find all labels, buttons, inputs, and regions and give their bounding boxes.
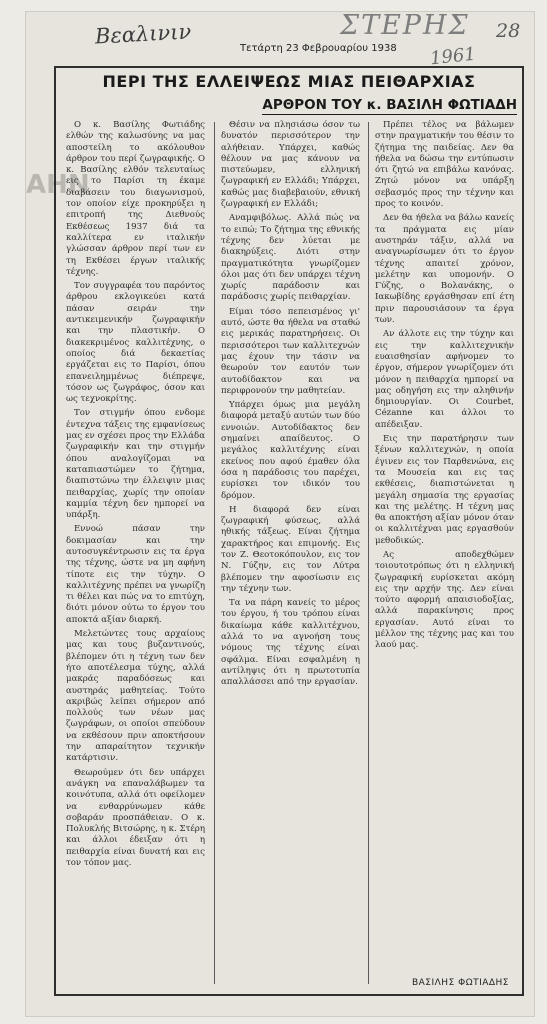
paragraph: Εις την παρατήρησιν των ξένων καλλιτεχνών, η οποία έγινεν εις τον Παρθενώνα, εις τα Μουσεία και εις τας εκθέσεις, διαπιστώνεται η μεγάλη σημασία της εργασίας και της μελέτης. Η τέχνη μας θα αποκτήση αξίαν μόνον όταν οι καλλιτέχναι μας εργασθούν μεθοδικώς. bbox=[375, 434, 514, 546]
paragraph: Μελετώντες τους αρχαίους μας και τους βυζαντινούς, βλέπομεν ότι η τέχνη των δεν ήτο αποτέλεσμα τύχης, αλλά μακράς παραδόσεως και αυστηράς μαθητείας. Τούτο ακριβώς λείπει σήμερον από πολλούς των νέων μας ζωγράφων, οι οποίοι σπεύδουν να εκθέσουν πριν αποκτήσουν την απαραίτητον τεχνικήν κατάρτισιν. bbox=[66, 629, 205, 764]
bleed-through-text: ΑΗΝ bbox=[26, 170, 90, 200]
column-divider bbox=[214, 122, 215, 984]
paragraph: Πρέπει τέλος να βάλωμεν στην πραγματικήν του θέσιν το ζήτημα της παιδείας. Δεν θα ήθελα να δώσω την εντύπωσιν ότι ζητώ να επιβάλω κανόνας. Ζητώ μόνον να υπάρξη σεβασμός προς την τέχνην και προς το κοινόν. bbox=[375, 120, 514, 210]
article-column-3 bbox=[375, 120, 514, 990]
dateline: Τετάρτη 23 Φεβρουαρίου 1938 bbox=[240, 43, 397, 54]
paragraph: Θέσιν να πλησιάσω όσον τω δυνατόν περισσότερον την αλήθειαν. Υπάρχει, καθώς θέλουν να μας κάνουν να πιστεύωμεν, ελληνική ζωγραφική εν Ελλάδι; Υπάρχει, καθώς μας διαβεβαιούν, εθνική ζωγραφική εν Ελλάδι; bbox=[221, 120, 360, 210]
paragraph: Αν άλλοτε εις την τύχην και εις την καλλιτεχνικήν ευαισθησίαν αφήνομεν το έργον, σήμερον γνωρίζομεν ότι μόνον η πειθαρχία ημπορεί να μας οδηγήση εις την αληθινήν δημιουργίαν. Οι Courbet, Cézanne και άλλοι το απέδειξαν. bbox=[375, 329, 514, 430]
paragraph: Δεν θα ήθελα να βάλω κανείς τα πράγματα εις μίαν αυστηράν τάξιν, αλλά να αναγνωρίσωμεν ότι το έργον τέχνης απαιτεί χρόνον, μελέτην και υπομονήν. Ο Γύζης, ο Βολανάκης, ο Ιακωβίδης εργάσθησαν επί έτη πριν παρουσιάσουν τα έργα των. bbox=[375, 213, 514, 326]
paragraph: Τον συγγραφέα του παρόντος άρθρου εκλογικεύει κατά πάσαν σειράν την αντικειμενικήν ζωγραφικήν και την πλαστικήν. Ο διακεκριμένος καλλιτέχνης, ο οποίος διά δεκαετίας εργάζεται εις το Παρίσι, όπου επανειλημμένως διέπρεψε, τόσον ως ζωγράφος, όσον και ως τεχνοκρίτης. bbox=[66, 281, 205, 405]
handwritten-header: ΣΤΕΡΗΣ bbox=[340, 10, 470, 41]
paragraph: Τον στιγμήν όπου ενδομε έντεχνα τάξεις της εμφανίσεως μας εν σχέσει προς την Ελλάδα ζωγραφικήν και την στιγμήν όπου αναλογίζομαι να καταπιαστώμεν το ζήτημα, διαπιστώνω την έλλειψιν μιας πειθαρχίας, χωρίς την οποίαν καμμία τέχνη δεν ημπορεί να υπάρξη. bbox=[66, 408, 205, 521]
paragraph: Αναμφιβόλως. Αλλά πώς να το ειπώ; Το ζήτημα της εθνικής τέχνης δεν λύεται με διακηρύξεις. Διότι στην πραγματικότητα γνωρίζομεν όλοι μας ότι δεν υπάρχει τέχνη χωρίς παράδοσιν και παράδοσις χωρίς πειθαρχίαν. bbox=[221, 213, 360, 303]
paragraph: Είμαι τόσο πεπεισμένος γι' αυτό, ώστε θα ήθελα να σταθώ εις μερικάς παρατηρήσεις. Οι περισσότεροι των καλλιτεχνών μας έχουν την τάσιν να θεωρούν τον εαυτόν των αυτοδίδακτον και να περιφρονούν την μαθητείαν. bbox=[221, 306, 360, 396]
handwritten-page-number: 28 bbox=[496, 20, 521, 42]
article-column-2 bbox=[221, 120, 360, 990]
handwritten-name: Βεαλινιν bbox=[94, 19, 192, 49]
paragraph: Ο κ. Βασίλης Φωτιάδης ελθών της καλωσύνης να μας αποστείλη το ακόλουθον άρθρον του περί ζωγραφικής. Ο κ. Βασίλης ελθόν τελευταίως εις το Παρίσι τη έκαμε διαβάσειν του διαγωνισμού, τον οποίον είχε προκηρύξει η επιτροπή της Διεθνούς Εκθέσεως 1937 διά τα καλλίτερα εν ιταλικήν γλώσσαν άρθρον περί των εν τη Εκθέσει έργων ιταλικής τέχνης. bbox=[66, 120, 205, 277]
column-divider bbox=[368, 122, 369, 984]
paragraph: Εννοώ πάσαν την δοκιμασίαν και την αυτοσυγκέντρωσιν εις τα έργα της τέχνης, ώστε να μη αφήνη τίποτε εις την τύχην. Ο καλλιτέχνης πρέπει να γνωρίζη τι θέλει και πώς να το επιτύχη, διότι μόνον ούτω το έργον του αποκτά αξίαν διαρκή. bbox=[66, 524, 205, 625]
paragraph: Υπάρχει όμως μια μεγάλη διαφορά μεταξύ αυτών των δύο εννοιών. Αυτοδίδακτος δεν σημαίνει απαίδευτος. Ο μεγάλος καλλιτέχνης είναι εκείνος που αφού έμαθεν όλα όσα η παράδοσις του παρέχει, ευρίσκει τον ιδικόν του δρόμον. bbox=[221, 400, 360, 501]
author-signature: ΒΑΣΙΛΗΣ ΦΩΤΙΑΔΗΣ bbox=[411, 978, 509, 988]
article-column-1 bbox=[66, 120, 205, 990]
paragraph: Ας αποδεχθώμεν τοιουτοτρόπως ότι η ελληνική ζωγραφική ευρίσκεται ακόμη εις την αρχήν της. Δεν είναι τούτο αφορμή απαισιοδοξίας, αλλά παρακίνησις προς εργασίαν. Αυτό είναι το μέλλον της τέχνης μας και του λαού μας. bbox=[375, 549, 514, 651]
article-subtitle: ΑΡΘΡΟΝ ΤΟΥ κ. ΒΑΣΙΛΗ ΦΩΤΙΑΔΗ bbox=[262, 97, 517, 113]
handwritten-year: 1961 bbox=[429, 43, 477, 70]
article-title: ΠΕΡΙ ΤΗΣ ΕΛΛΕΙΨΕΩΣ ΜΙΑΣ ΠΕΙΘΑΡΧΙΑΣ bbox=[102, 72, 476, 91]
paragraph: Τα να πάρη κανείς το μέρος του έργου, ή του τρόπου είναι δικαίωμα κάθε καλλιτέχνου, αλλά το να αγνοήση τους νόμους της τέχνης είναι σφάλμα. Είναι εσφαλμένη η αντίληψις ότι η πρωτοτυπία απαλλάσσει από την εργασίαν. bbox=[221, 598, 360, 688]
paragraph: Η διαφορά δεν είναι ζωγραφική φύσεως, αλλά ηθικής τάξεως. Είναι ζήτημα χαρακτήρος και επιμονής. Εις τον Ζ. Θεοτοκόπουλον, εις τον Ν. Γύζην, εις τον Λύτρα βλέπομεν την αφοσίωσιν εις την τέχνην των. bbox=[221, 504, 360, 594]
paragraph: Θεωρούμεν ότι δεν υπάρχει ανάγκη να επαναλάβωμεν τα κοινότυπα, αλλά ότι οφείλομεν να ενθαρρύνωμεν κάθε σοβαράν προσπάθειαν. Ο κ. Πολυκλής Βιτσώρης, η κ. Στέρη και άλλοι έδειξαν ότι η πειθαρχία είναι δυνατή και εις τον τόπον μας. bbox=[66, 767, 205, 868]
